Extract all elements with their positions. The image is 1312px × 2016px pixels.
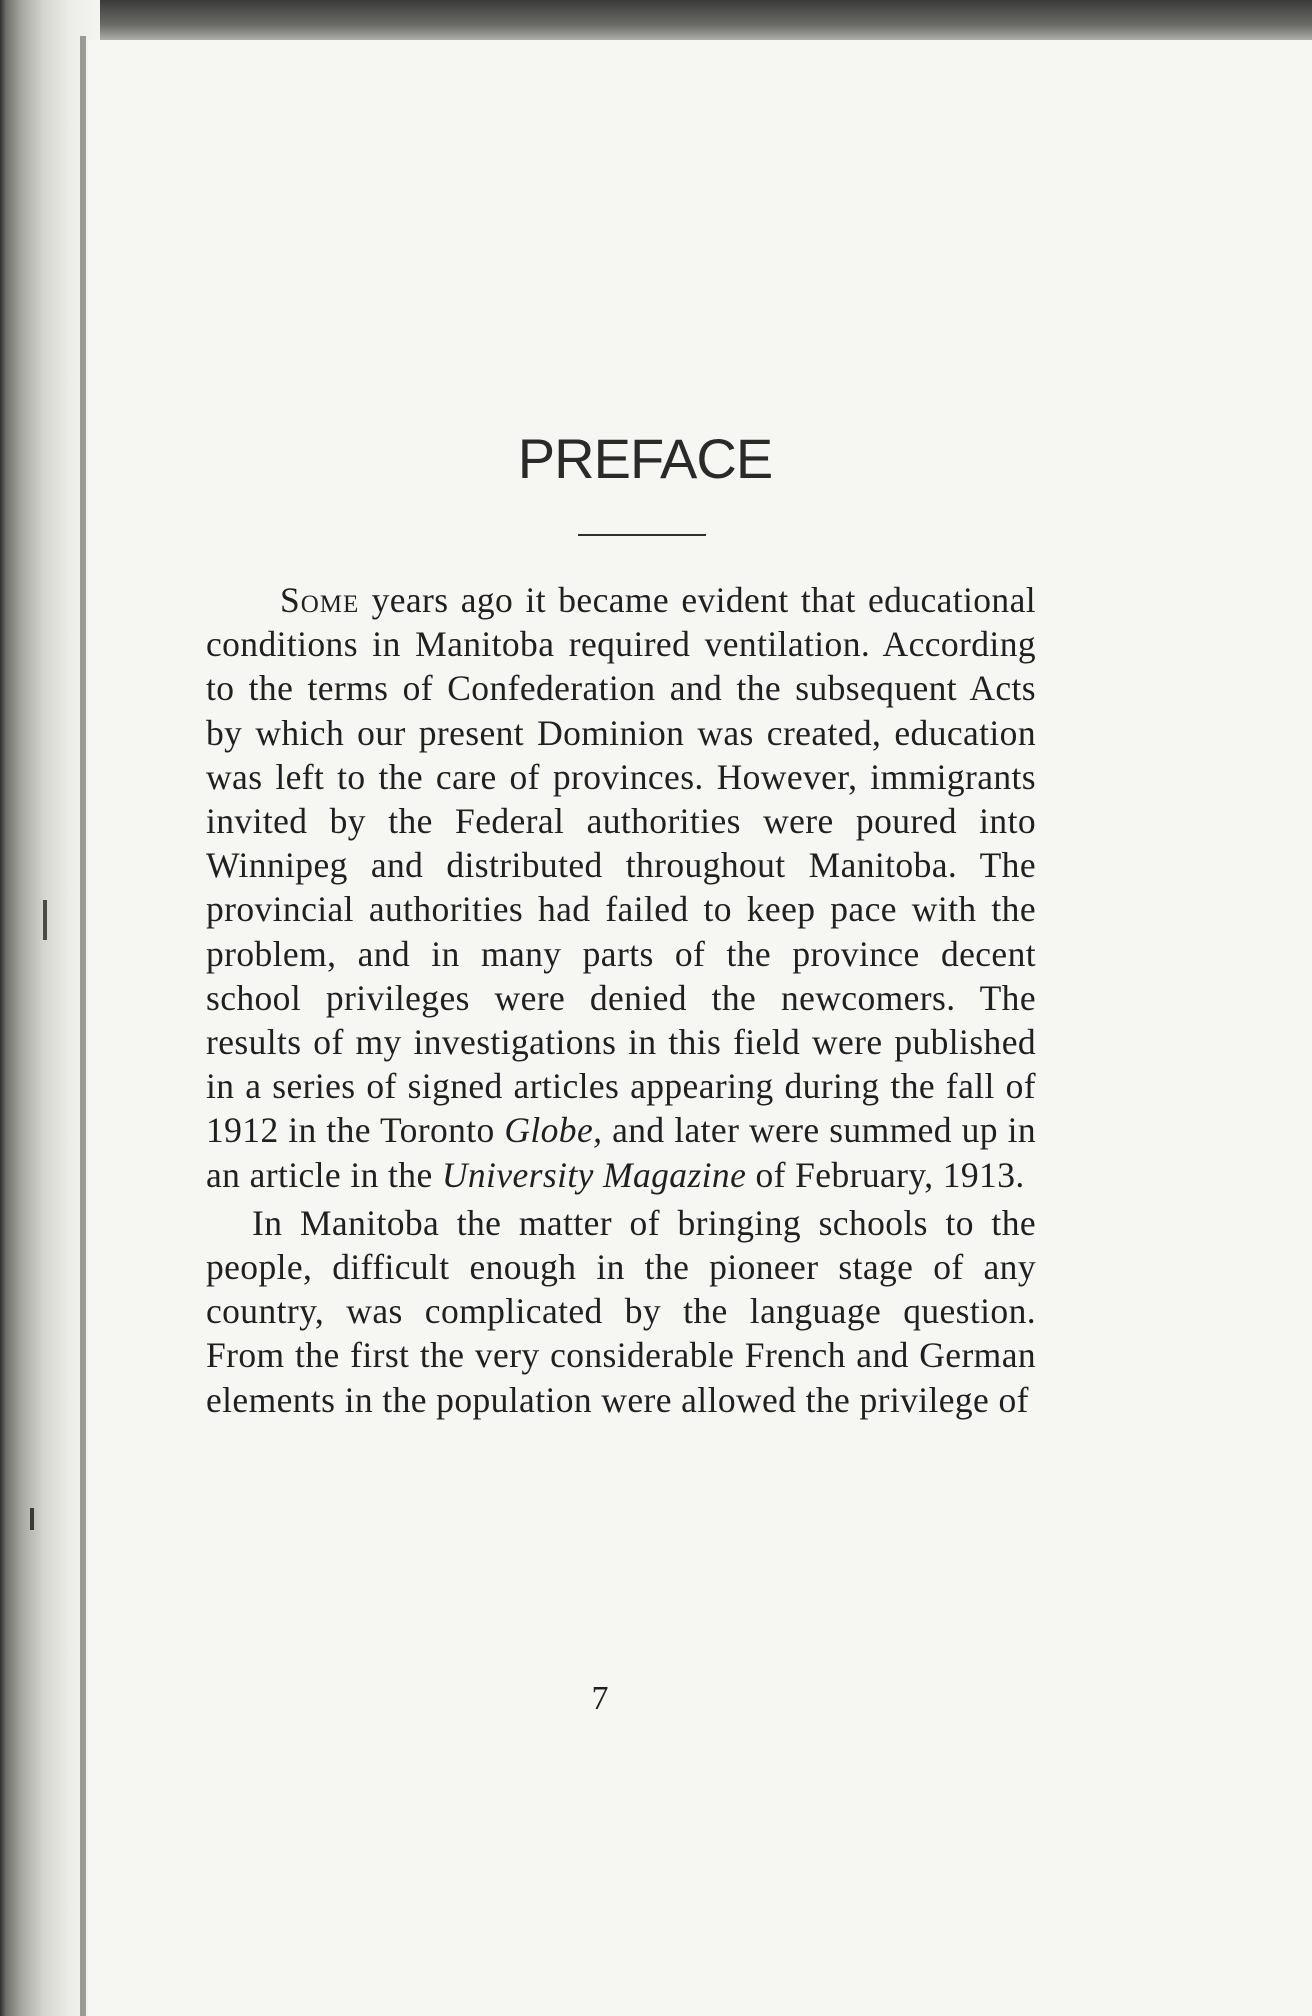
lead-small-caps: Some <box>280 580 360 620</box>
margin-mark <box>43 900 47 940</box>
page-number: 7 <box>591 1680 609 1717</box>
italic-title-globe: Globe, <box>504 1110 603 1151</box>
paragraph-1-text-a: years ago it became evident that educational conditions in Manitoba required ventilation. According to the terms of Confederation and the subsequent Acts by which our present Dominion was created, education was left to the care of provinces. However, immigrants invited by the Federal authorities were poured into Winnipeg and distributed throughout Manitoba. The provincial authorities had failed to keep pace with the problem, and in many parts of the province decent school privileges were denied the newcomers. The results of my investigations in this field were published in a series of signed articles appearing during the fall of 1912 in the Toronto <box>206 580 1036 1151</box>
italic-title-magazine: University Magazine <box>441 1154 747 1195</box>
margin-mark <box>30 1508 34 1530</box>
paragraph-1 <box>206 578 1036 1197</box>
paragraph-1-text-b: and later were summed up in an article in the <box>206 1110 1036 1195</box>
page-fold-line <box>80 36 86 2016</box>
paragraph-2: In Manitoba the matter of bringing schools to the people, difficult enough in the pioneer stage of any country, was complicated by the language question. From the first the very considerable French and German elements in the population were allowed the privilege of <box>206 1202 1036 1420</box>
paragraph-1-text-c: of February, 1913. <box>746 1154 1025 1195</box>
page-title: PREFACE <box>517 427 773 490</box>
preface-body <box>206 578 1036 1426</box>
title-rule <box>578 534 706 536</box>
